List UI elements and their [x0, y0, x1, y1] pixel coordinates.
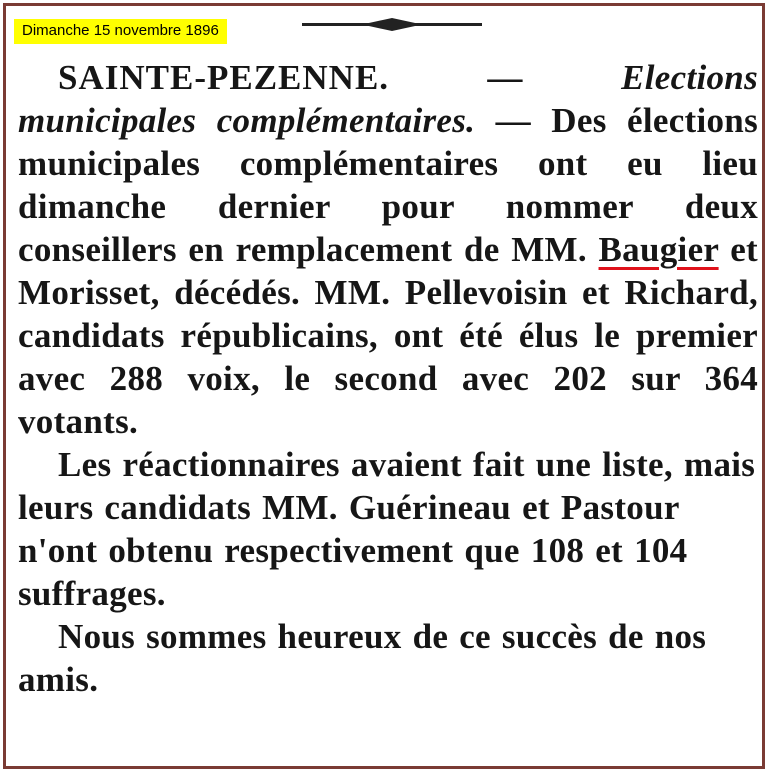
newspaper-article [18, 56, 758, 701]
date-badge: Dimanche 15 novembre 1896 [14, 19, 227, 44]
article-text: — Des élections municipales complémentaires ont eu lieu dimanche dernier pour nommer deux conseillers en remplacement de MM. [18, 101, 758, 269]
article-paragraph-2: Les réactionnaires avaient fait une liste, mais leurs candidats MM. Guérineau et Pastour n'ont obtenu respectivement que 108 et 104 suffrages. [18, 445, 756, 613]
clipping-frame [3, 3, 765, 769]
article-lead: SAINTE-PEZENNE. [58, 58, 390, 97]
article-dash: — [389, 58, 622, 97]
article-text: et Morisset, décédés. MM. Pellevoisin et Richard, candidats républicains, ont été élus le premier avec 288 voix, le second avec 202 sur 364 votants. [18, 230, 759, 441]
article-paragraph-1 [18, 56, 758, 443]
article-subhead: Elections municipales complémentaires. [18, 58, 758, 140]
decorative-rule-icon [302, 17, 482, 33]
article-paragraph-3: Nous sommes heureux de ce succès de nos amis. [18, 617, 707, 699]
highlighted-name: Baugier [598, 230, 719, 269]
